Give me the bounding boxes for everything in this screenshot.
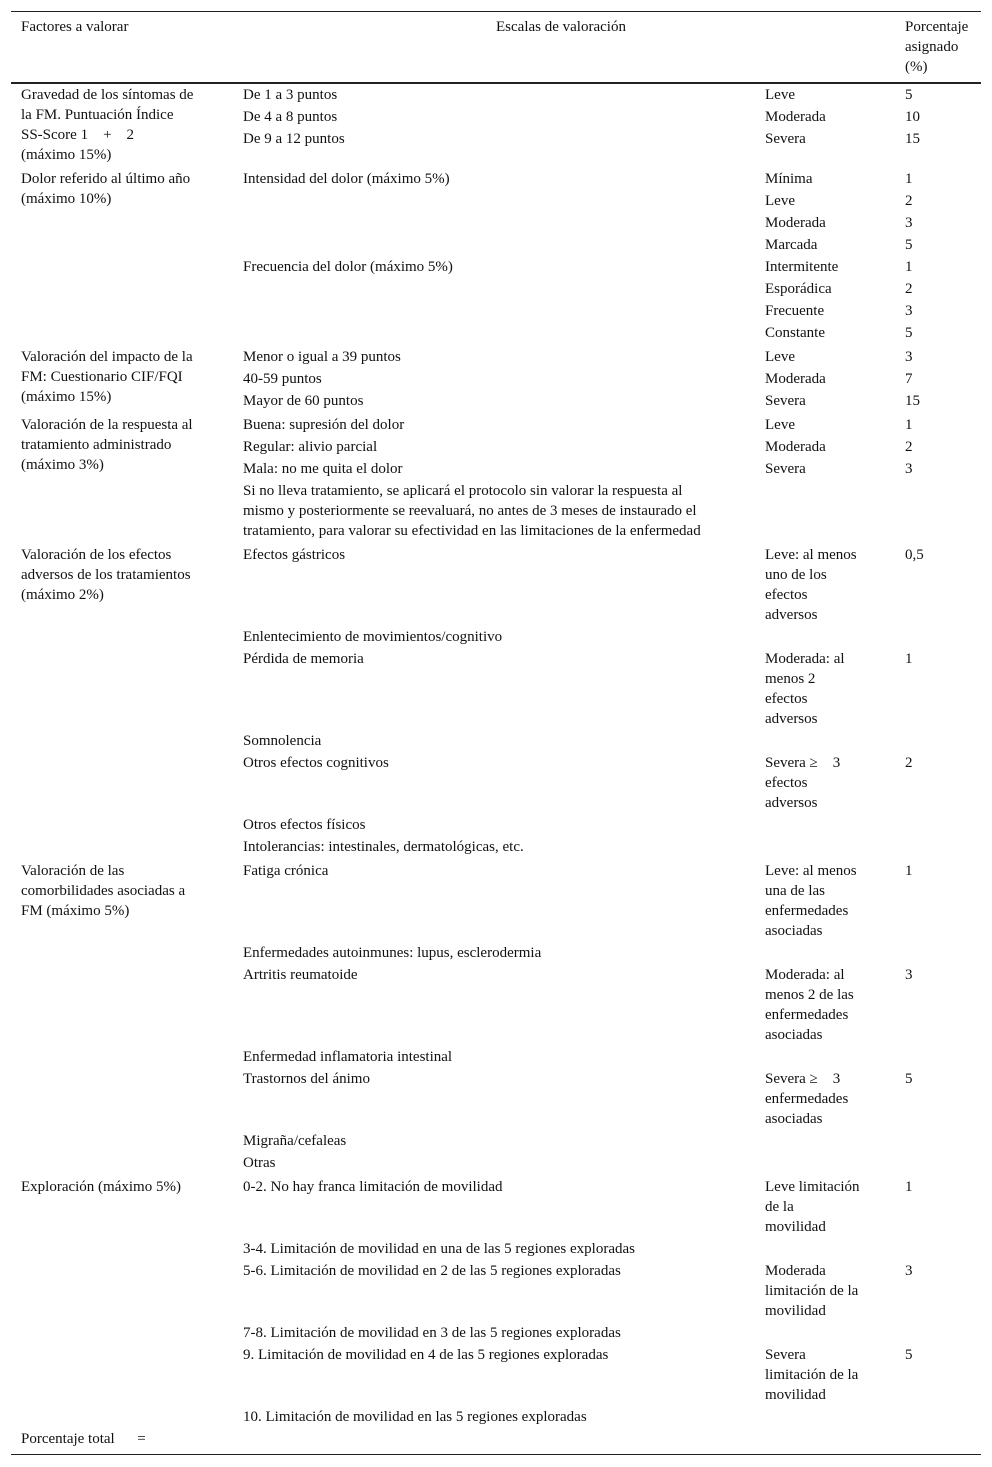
severity-line: limitación de la [765,1367,859,1383]
severity-line: limitación de la [765,1283,859,1299]
header-factor: Factores a valorar [21,19,129,35]
percent-value: 15 [905,131,920,147]
scale-item: 0-2. No hay franca limitación de movilidad [243,1179,503,1195]
scale-item: Otros efectos físicos [243,817,366,833]
severity-line: Constante [765,325,825,341]
severity-level [765,169,813,189]
scale-item: De 1 a 3 puntos [243,87,338,103]
severity-line: adversos [765,607,818,623]
percent-value: 5 [905,1347,913,1363]
severity-line: menos 2 [765,671,816,687]
severity-line: Severa [765,393,806,409]
factor-cell [21,545,191,605]
severity-line: Moderada [765,1263,826,1279]
scale-item: Artritis reumatoide [243,967,358,983]
percent-value: 1 [905,1179,913,1195]
severity-line: Moderada [765,109,826,125]
factor-line: Valoración de los efectos [21,547,172,563]
severity-level [765,235,817,255]
scale-item: 40-59 puntos [243,371,322,387]
factor-cell [21,169,190,209]
percent-value: 0,5 [905,547,924,563]
factor-line: Valoración del impacto de la [21,349,193,365]
severity-line: Severa ≥ 3 [765,1071,841,1087]
severity-line: Leve: al menos [765,863,857,879]
factor-line: (máximo 10%) [21,191,112,207]
severity-line: asociadas [765,923,823,939]
factor-cell [21,415,193,475]
scale-item: Somnolencia [243,733,322,749]
severity-line: Severa [765,1347,806,1363]
severity-line: Esporádica [765,281,832,297]
severity-level [765,279,832,299]
factor-line: FM: Cuestionario CIF/FQI [21,369,183,385]
severity-line: movilidad [765,1303,826,1319]
severity-level [765,301,824,321]
factor-line: Exploración (máximo 5%) [21,1179,181,1195]
scale-item: De 9 a 12 puntos [243,131,345,147]
scale-item: Otras [243,1155,276,1171]
factor-line: Valoración de la respuesta al [21,417,193,433]
percent-value: 5 [905,325,913,341]
severity-line: Moderada: al [765,967,845,983]
factor-cell [21,347,193,407]
scale-item: 10. Limitación de movilidad en las 5 regiones exploradas [243,1409,587,1425]
scale-item: 7-8. Limitación de movilidad en 3 de las 5 regiones exploradas [243,1325,621,1341]
severity-level [765,257,838,277]
percent-value: 3 [905,461,913,477]
severity-level [765,1177,860,1237]
percent-value: 1 [905,259,913,275]
scale-item: Frecuencia del dolor (máximo 5%) [243,259,453,275]
scale-item: De 4 a 8 puntos [243,109,338,125]
severity-level [765,1261,858,1321]
percent-value: 7 [905,371,913,387]
header-scale: Escalas de valoración [496,19,626,35]
severity-level [765,1069,848,1129]
scale-note-line: Si no lleva tratamiento, se aplicará el protocolo sin valorar la respuesta al [243,483,683,499]
scale-item: Fatiga crónica [243,863,329,879]
severity-line: Severa [765,461,806,477]
severity-level [765,369,826,389]
percent-value: 1 [905,171,913,187]
scale-item: Regular: alivio parcial [243,439,378,455]
severity-line: Intermitente [765,259,839,275]
severity-level [765,415,795,435]
scale-item: Pérdida de memoria [243,651,364,667]
severity-line: efectos [765,691,808,707]
table-bottom-rule [11,1454,981,1455]
severity-level [765,861,857,941]
percent-value: 10 [905,109,920,125]
severity-level [765,129,806,149]
scale-note [243,481,701,541]
scale-item: Mala: no me quita el dolor [243,461,403,477]
severity-level [765,459,806,479]
factor-line: Dolor referido al último año [21,171,191,187]
factor-line: comorbilidades asociadas a [21,883,186,899]
severity-line: enfermedades [765,1007,849,1023]
header-percent-line: asignado [905,39,959,55]
header-rule [11,82,981,84]
percent-value: 2 [905,755,913,771]
severity-level [765,965,854,1045]
scale-item: 3-4. Limitación de movilidad en una de las 5 regiones exploradas [243,1241,635,1257]
severity-line: adversos [765,795,818,811]
severity-level [765,649,845,729]
severity-level [765,545,857,625]
scale-item: Menor o igual a 39 puntos [243,349,401,365]
severity-line: Marcada [765,237,818,253]
percent-value: 3 [905,303,913,319]
severity-line: efectos [765,587,808,603]
severity-level [765,347,795,367]
severity-line: Leve limitación [765,1179,860,1195]
percent-value: 2 [905,281,913,297]
factor-line: (máximo 3%) [21,457,104,473]
factor-line: Gravedad de los síntomas de [21,87,194,103]
percent-value: 5 [905,87,913,103]
severity-line: Moderada: al [765,651,845,667]
scale-item: 5-6. Limitación de movilidad en 2 de las 5 regiones exploradas [243,1263,621,1279]
scale-item: Intensidad del dolor (máximo 5%) [243,171,450,187]
severity-line: movilidad [765,1387,826,1403]
percent-value: 3 [905,349,913,365]
scale-item: Efectos gástricos [243,547,346,563]
scale-item: Enlentecimiento de movimientos/cognitivo [243,629,503,645]
factor-cell [21,85,193,165]
severity-line: Severa ≥ 3 [765,755,841,771]
severity-line: enfermedades [765,1091,849,1107]
severity-level [765,213,826,233]
severity-line: Severa [765,131,806,147]
severity-line: Moderada [765,439,826,455]
percent-value: 3 [905,967,913,983]
factor-line: Valoración de las [21,863,125,879]
severity-level [765,437,826,457]
factor-line: (máximo 2%) [21,587,104,603]
factor-line: tratamiento administrado [21,437,172,453]
percent-value: 5 [905,1071,913,1087]
header-percent-line: Porcentaje [905,19,969,35]
severity-line: uno de los [765,567,827,583]
severity-level [765,85,795,105]
severity-line: asociadas [765,1111,823,1127]
severity-line: adversos [765,711,818,727]
scale-item: Enfermedad inflamatoria intestinal [243,1049,453,1065]
severity-line: menos 2 de las [765,987,854,1003]
assessment-table [11,11,981,1455]
percent-value: 2 [905,193,913,209]
scale-item: 9. Limitación de movilidad en 4 de las 5 regiones exploradas [243,1347,609,1363]
severity-line: Mínima [765,171,813,187]
severity-line: Moderada [765,371,826,387]
scale-item: Otros efectos cognitivos [243,755,389,771]
table-top-rule [11,11,981,12]
scale-note-line: mismo y posteriormente se reevaluará, no antes de 3 meses de instaurado el [243,503,697,519]
factor-line: la FM. Puntuación Índice [21,107,174,123]
header-percent-line: (%) [905,59,928,75]
factor-line: SS-Score 1 + 2 [21,127,135,143]
severity-level [765,753,840,813]
severity-level [765,323,825,343]
severity-line: una de las [765,883,825,899]
severity-level [765,191,795,211]
severity-line: Leve: al menos [765,547,857,563]
percent-value: 5 [905,237,913,253]
severity-line: enfermedades [765,903,849,919]
severity-line: Leve [765,349,795,365]
factor-line: FM (máximo 5%) [21,903,130,919]
severity-level [765,1345,858,1405]
factor-line: (máximo 15%) [21,147,112,163]
severity-line: efectos [765,775,808,791]
percent-value: 1 [905,417,913,433]
severity-line: Leve [765,87,795,103]
factor-cell [21,1177,181,1197]
scale-item: Trastornos del ánimo [243,1071,370,1087]
severity-line: movilidad [765,1219,826,1235]
scale-note-line: tratamiento, para valorar su efectividad en las limitaciones de la enfermedad [243,523,701,539]
factor-line: adversos de los tratamientos [21,567,191,583]
severity-line: asociadas [765,1027,823,1043]
severity-level [765,107,826,127]
total-label: Porcentaje total = [21,1431,146,1447]
percent-value: 1 [905,651,913,667]
percent-value: 15 [905,393,920,409]
scale-item: Mayor de 60 puntos [243,393,364,409]
severity-line: Leve [765,417,795,433]
percent-value: 3 [905,1263,913,1279]
percent-value: 2 [905,439,913,455]
percent-value: 3 [905,215,913,231]
scale-item: Intolerancias: intestinales, dermatológicas, etc. [243,839,524,855]
header-percent [905,17,968,77]
factor-cell [21,861,185,921]
percent-value: 1 [905,863,913,879]
severity-line: Leve [765,193,795,209]
severity-level [765,391,806,411]
scale-item: Buena: supresión del dolor [243,417,405,433]
scale-item: Migraña/cefaleas [243,1133,347,1149]
factor-line: (máximo 15%) [21,389,112,405]
scale-item: Enfermedades autoinmunes: lupus, esclerodermia [243,945,542,961]
severity-line: Frecuente [765,303,825,319]
severity-line: de la [765,1199,794,1215]
severity-line: Moderada [765,215,826,231]
